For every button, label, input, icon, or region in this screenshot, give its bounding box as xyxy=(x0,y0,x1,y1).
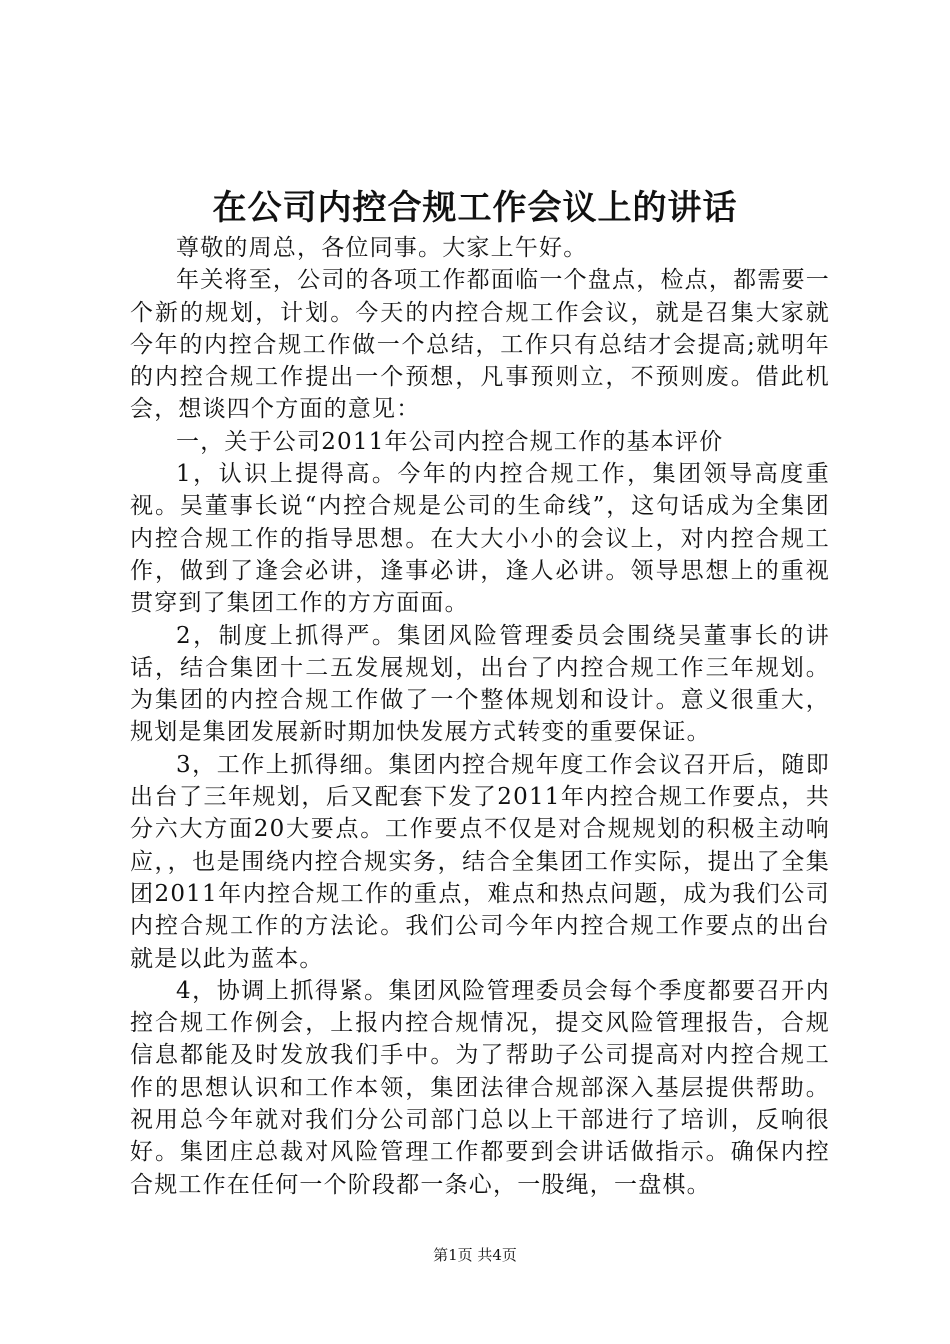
document-title: 在公司内控合规工作会议上的讲话 xyxy=(212,188,738,228)
section-heading: 一，关于公司2011年公司内控合规工作的基本评价 xyxy=(176,428,724,455)
paragraph-point-3: 3，工作上抓得细。集团内控合规年度工作会议召开后，随即出台了三年规划，后又配套下发了2011年内控合规工作要点，共分六大方面20大要点。工作要点不仅是对合规规划的积极主动响应，，也是围绕内控合规实务，结合全集团工作实际，提出了全集团2011年内控合规工作的重点，难点和热点问题，成为我们公司内控合规工作的方法论。我们公司今年内控合规工作要点的出台就是以此为蓝本。 xyxy=(130,751,830,972)
paragraph-greeting: 尊敬的周总，各位同事。大家上午好。 xyxy=(176,235,588,261)
document-body xyxy=(130,232,830,1201)
paragraph-point-2: 2，制度上抓得严。集团风险管理委员会围绕吴董事长的讲话，结合集团十二五发展规划，出台了内控合规工作三年规划。为集团的内控合规工作做了一个整体规划和设计。意义很重大，规划是集团发展新时期加快发展方式转变的重要保证。 xyxy=(130,622,830,746)
paragraph-point-4: 4，协调上抓得紧。集团风险管理委员会每个季度都要召开内控合规工作例会，上报内控合规情况，提交风险管理报告，合规信息都能及时发放我们手中。为了帮助子公司提高对内控合规工作的思想认识和工作本领，集团法律合规部深入基层提供帮助。祝用总今年就对我们分公司部门总以上干部进行了培训，反响很好。集团庄总裁对风险管理工作都要到会讲话做指示。确保内控合规工作在任何一个阶段都一条心，一股绳，一盘棋。 xyxy=(130,977,830,1198)
paragraph-point-1: 1，认识上提得高。今年的内控合规工作，集团领导高度重视。吴董事长说“内控合规是公司的生命线”，这句话成为全集团内控合规工作的指导思想。在大大小小的会议上，对内控合规工作，做到了逢会必讲，逢事必讲，逢人必讲。领导思想上的重视贯穿到了集团工作的方方面面。 xyxy=(130,461,830,617)
page-footer: 第1页 共4页 xyxy=(433,1246,517,1264)
paragraph-intro: 年关将至，公司的各项工作都面临一个盘点，检点，都需要一个新的规划，计划。今天的内控合规工作会议，就是召集大家就今年的内控合规工作做一个总结，工作只有总结才会提高;就明年的内控合规工作提出一个预想，凡事预则立，不预则废。借此机会，想谈四个方面的意见： xyxy=(130,267,830,423)
